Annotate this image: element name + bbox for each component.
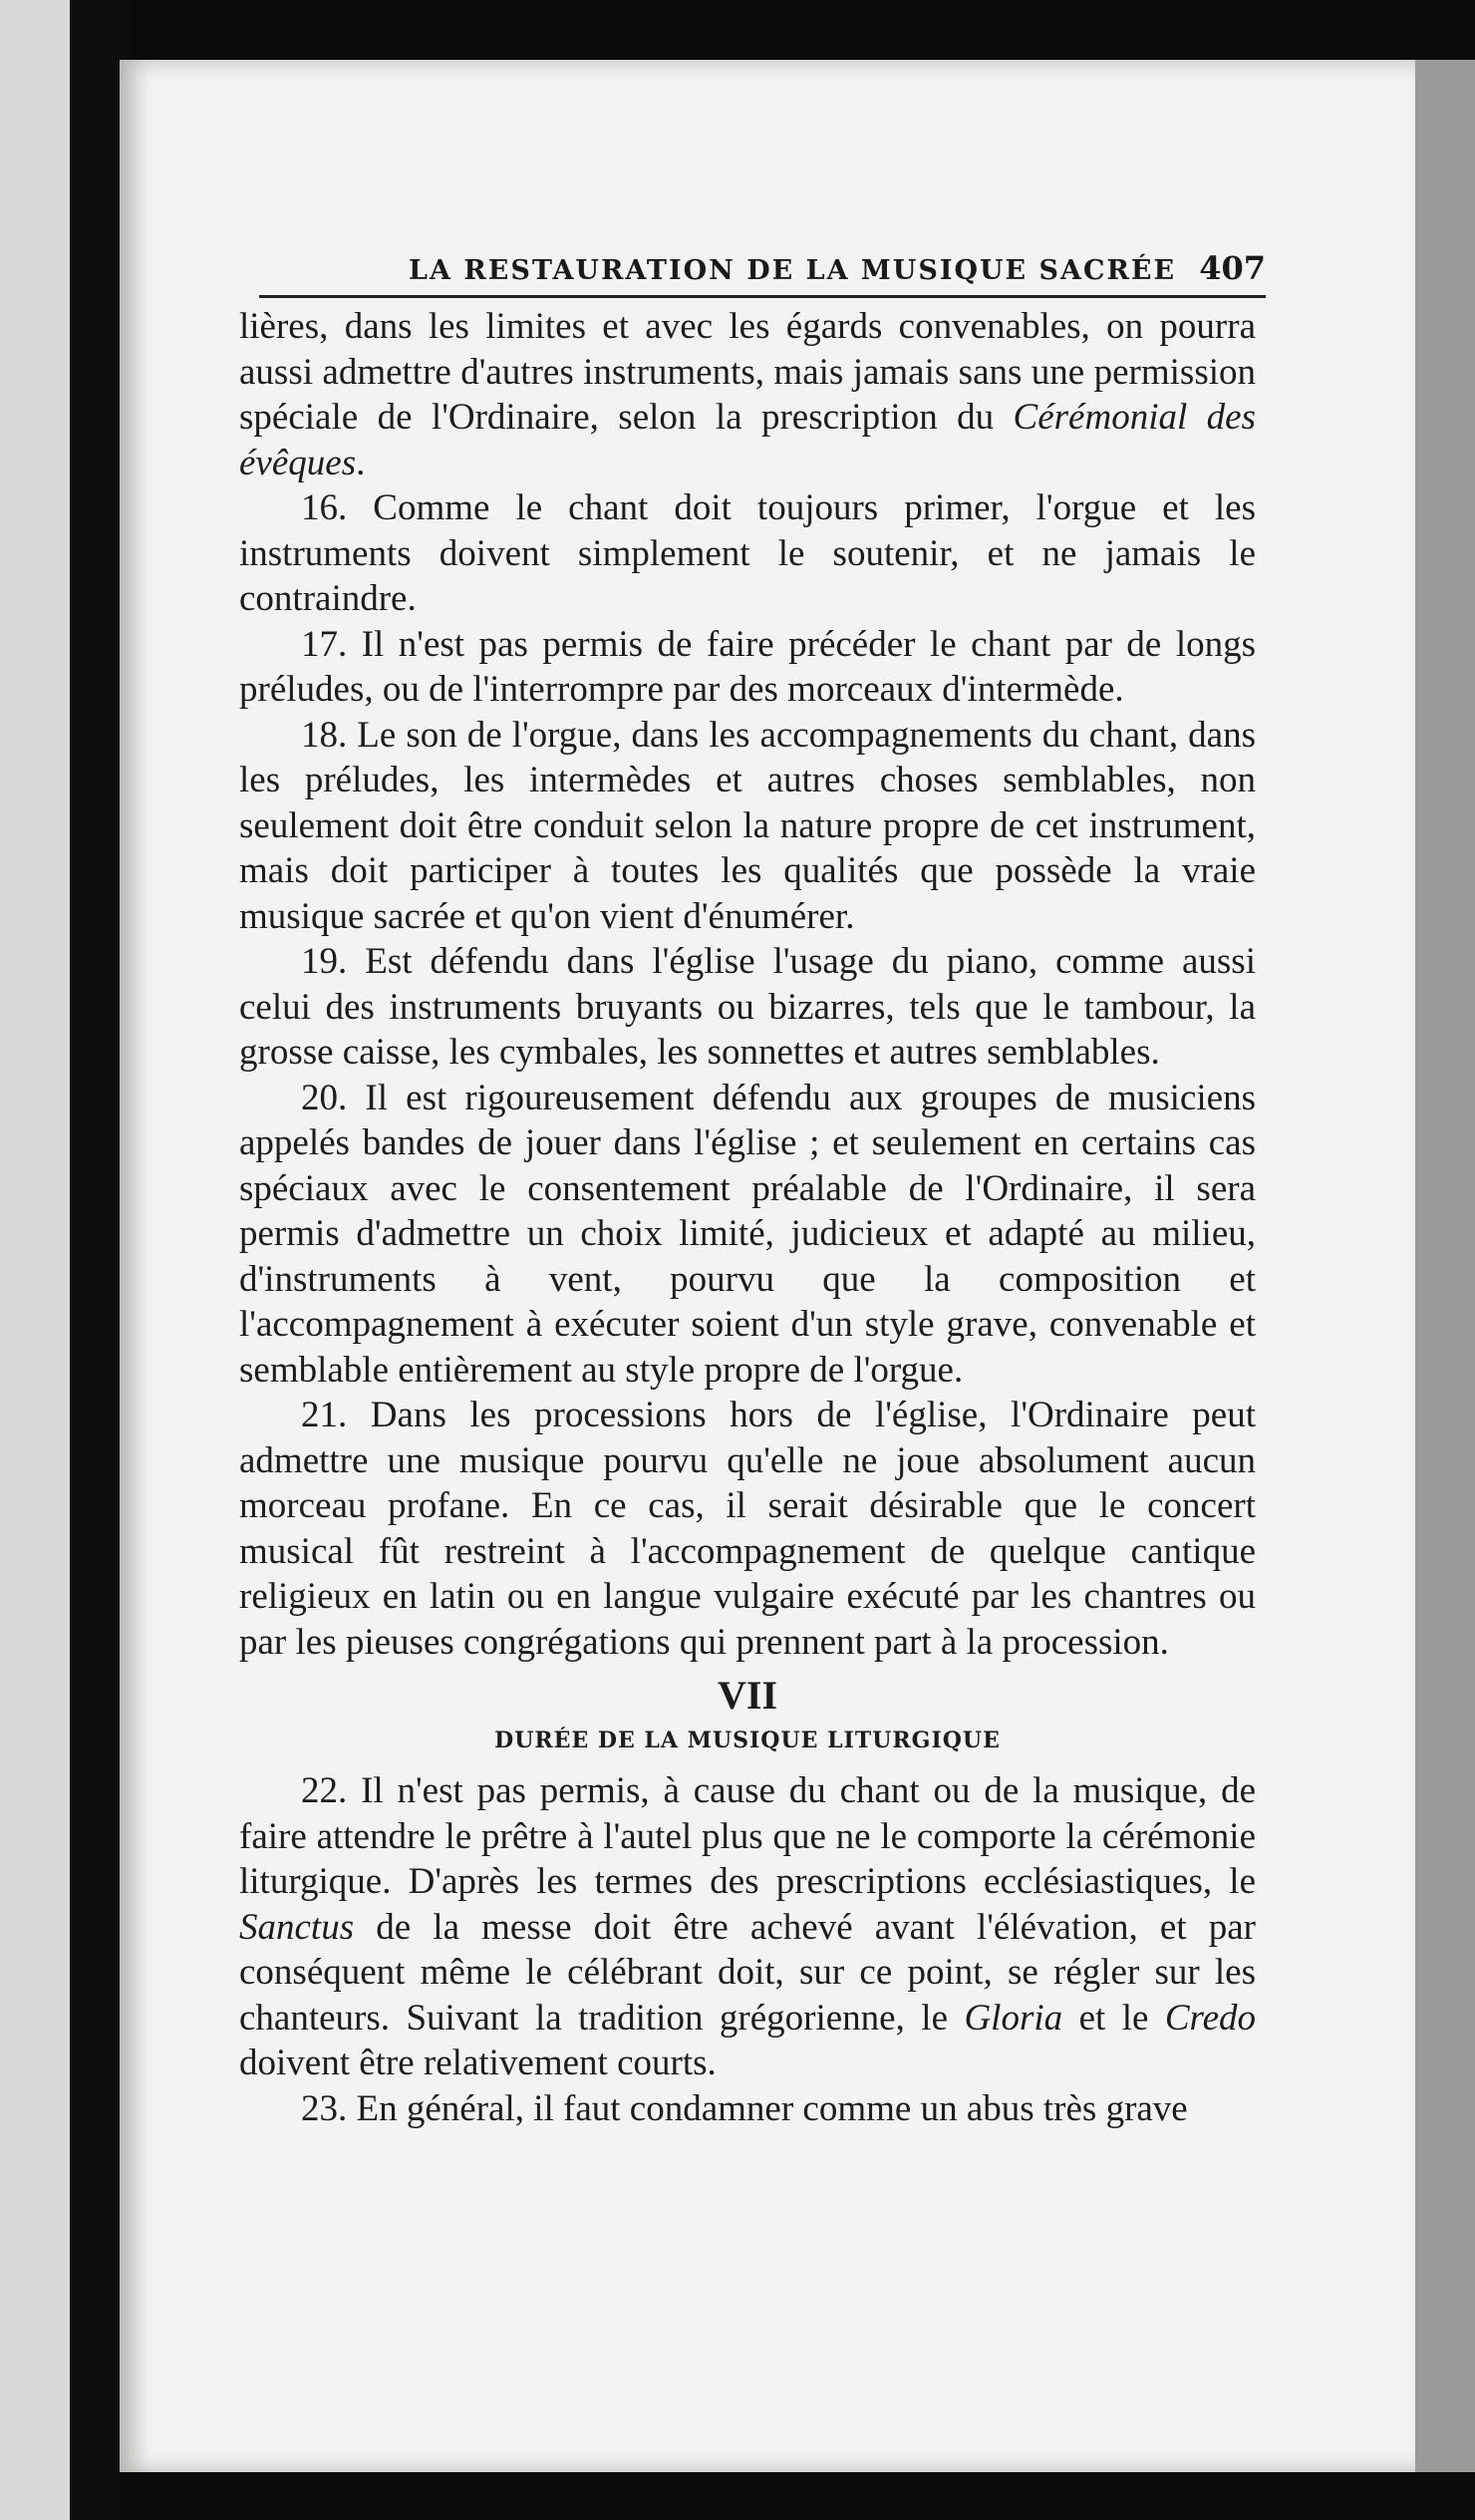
text-run: . xyxy=(356,442,366,483)
section-title: DURÉE DE LA MUSIQUE LITURGIQUE xyxy=(494,1728,1001,1753)
section-number: VII xyxy=(717,1673,778,1718)
italic-term-sanctus: Sanctus xyxy=(239,1906,355,1948)
book-title: Cérémonial des évêques xyxy=(239,397,1256,483)
page-fore-edge xyxy=(1415,60,1475,2472)
scan-border xyxy=(120,2472,1475,2520)
paragraph-23: 23. En général, il faut condamner comme un abus très grave xyxy=(301,2087,1188,2129)
paragraph-20: 20. Il est rigoureusement défendu aux groupes de musiciens appelés bandes de jouer dans l'église ; et seulement en certains cas spéciaux avec le consentement préalable de l'Ordinaire, il sera permis d'admettre un choix limité, judicieux et adapté au milieu, d'instruments à vent, pourvu que la composition et l'accompagnement à exécuter soient d'un style grave, convenable et semblable entièrement au style propre de l'orgue. xyxy=(239,1077,1256,1391)
paragraph-17: 17. Il n'est pas permis de faire précéder le chant par de longs préludes, ou de l'interrompre par des morceaux d'intermède. xyxy=(239,623,1256,710)
page-number: 407 xyxy=(1199,249,1266,287)
text-run: de la messe doit être achevé avant l'élévation, et par conséquent même le célébrant doit, sur ce point, se régler sur les chanteurs. Suivant la tradition grégorienne, le xyxy=(239,1906,1256,2039)
facing-page-edge xyxy=(0,0,70,2520)
paragraph-19: 19. Est défendu dans l'église l'usage du piano, comme aussi celui des instruments bruyants ou bizarres, tels que le tambour, la grosse caisse, les cymbales, les sonnettes et autres semblables. xyxy=(239,941,1256,1073)
page-header xyxy=(259,235,1266,298)
text-run: 22. Il n'est pas permis, à cause du chant ou de la musique, de faire attendre le prêtre à l'autel plus que ne le comporte la cérémonie liturgique. D'après les termes des prescriptions ecclésiastiques, le xyxy=(239,1770,1256,1902)
text-run: doivent être relativement courts. xyxy=(239,2043,717,2083)
paragraph-21: 21. Dans les processions hors de l'église, l'Ordinaire peut admettre une musique pourvu qu'elle ne joue absolument aucun morceau profane. En ce cas, il serait désirable que le concert musical fût restreint à l'accompagnement de quelque cantique religieux en latin ou en langue vulgaire exécuté par les chantres ou par les pieuses congrégations qui prennent part à la procession. xyxy=(239,1395,1256,1663)
paragraph-18: 18. Le son de l'orgue, dans les accompagnements du chant, dans les préludes, les intermèdes et autres choses semblables, non seulement doit être conduit selon la nature propre de cet instrument, mais doit participer à toutes les qualités que possède la vraie musique sacrée et qu'on vient d'énumérer. xyxy=(239,714,1256,937)
text-run: et le xyxy=(1062,1997,1165,2039)
paragraph-22 xyxy=(239,1768,1256,2086)
running-head: LA RESTAURATION DE LA MUSIQUE SACRÉE xyxy=(409,255,1177,286)
italic-term-credo: Credo xyxy=(1164,1997,1256,2039)
paragraph-16: 16. Comme le chant doit toujours primer, l'orgue et les instruments doivent simplement le soutenir, et ne jamais le contraindre. xyxy=(239,487,1256,619)
paragraph-continued xyxy=(239,304,1256,485)
page-text xyxy=(239,304,1256,2131)
italic-term-gloria: Gloria xyxy=(964,1997,1063,2039)
text-run: lières, dans les limites et avec les égards convenables, on pourra aussi admettre d'autres instruments, mais jamais sans une permission spéciale de l'Ordinaire, selon la prescription du xyxy=(239,306,1256,438)
